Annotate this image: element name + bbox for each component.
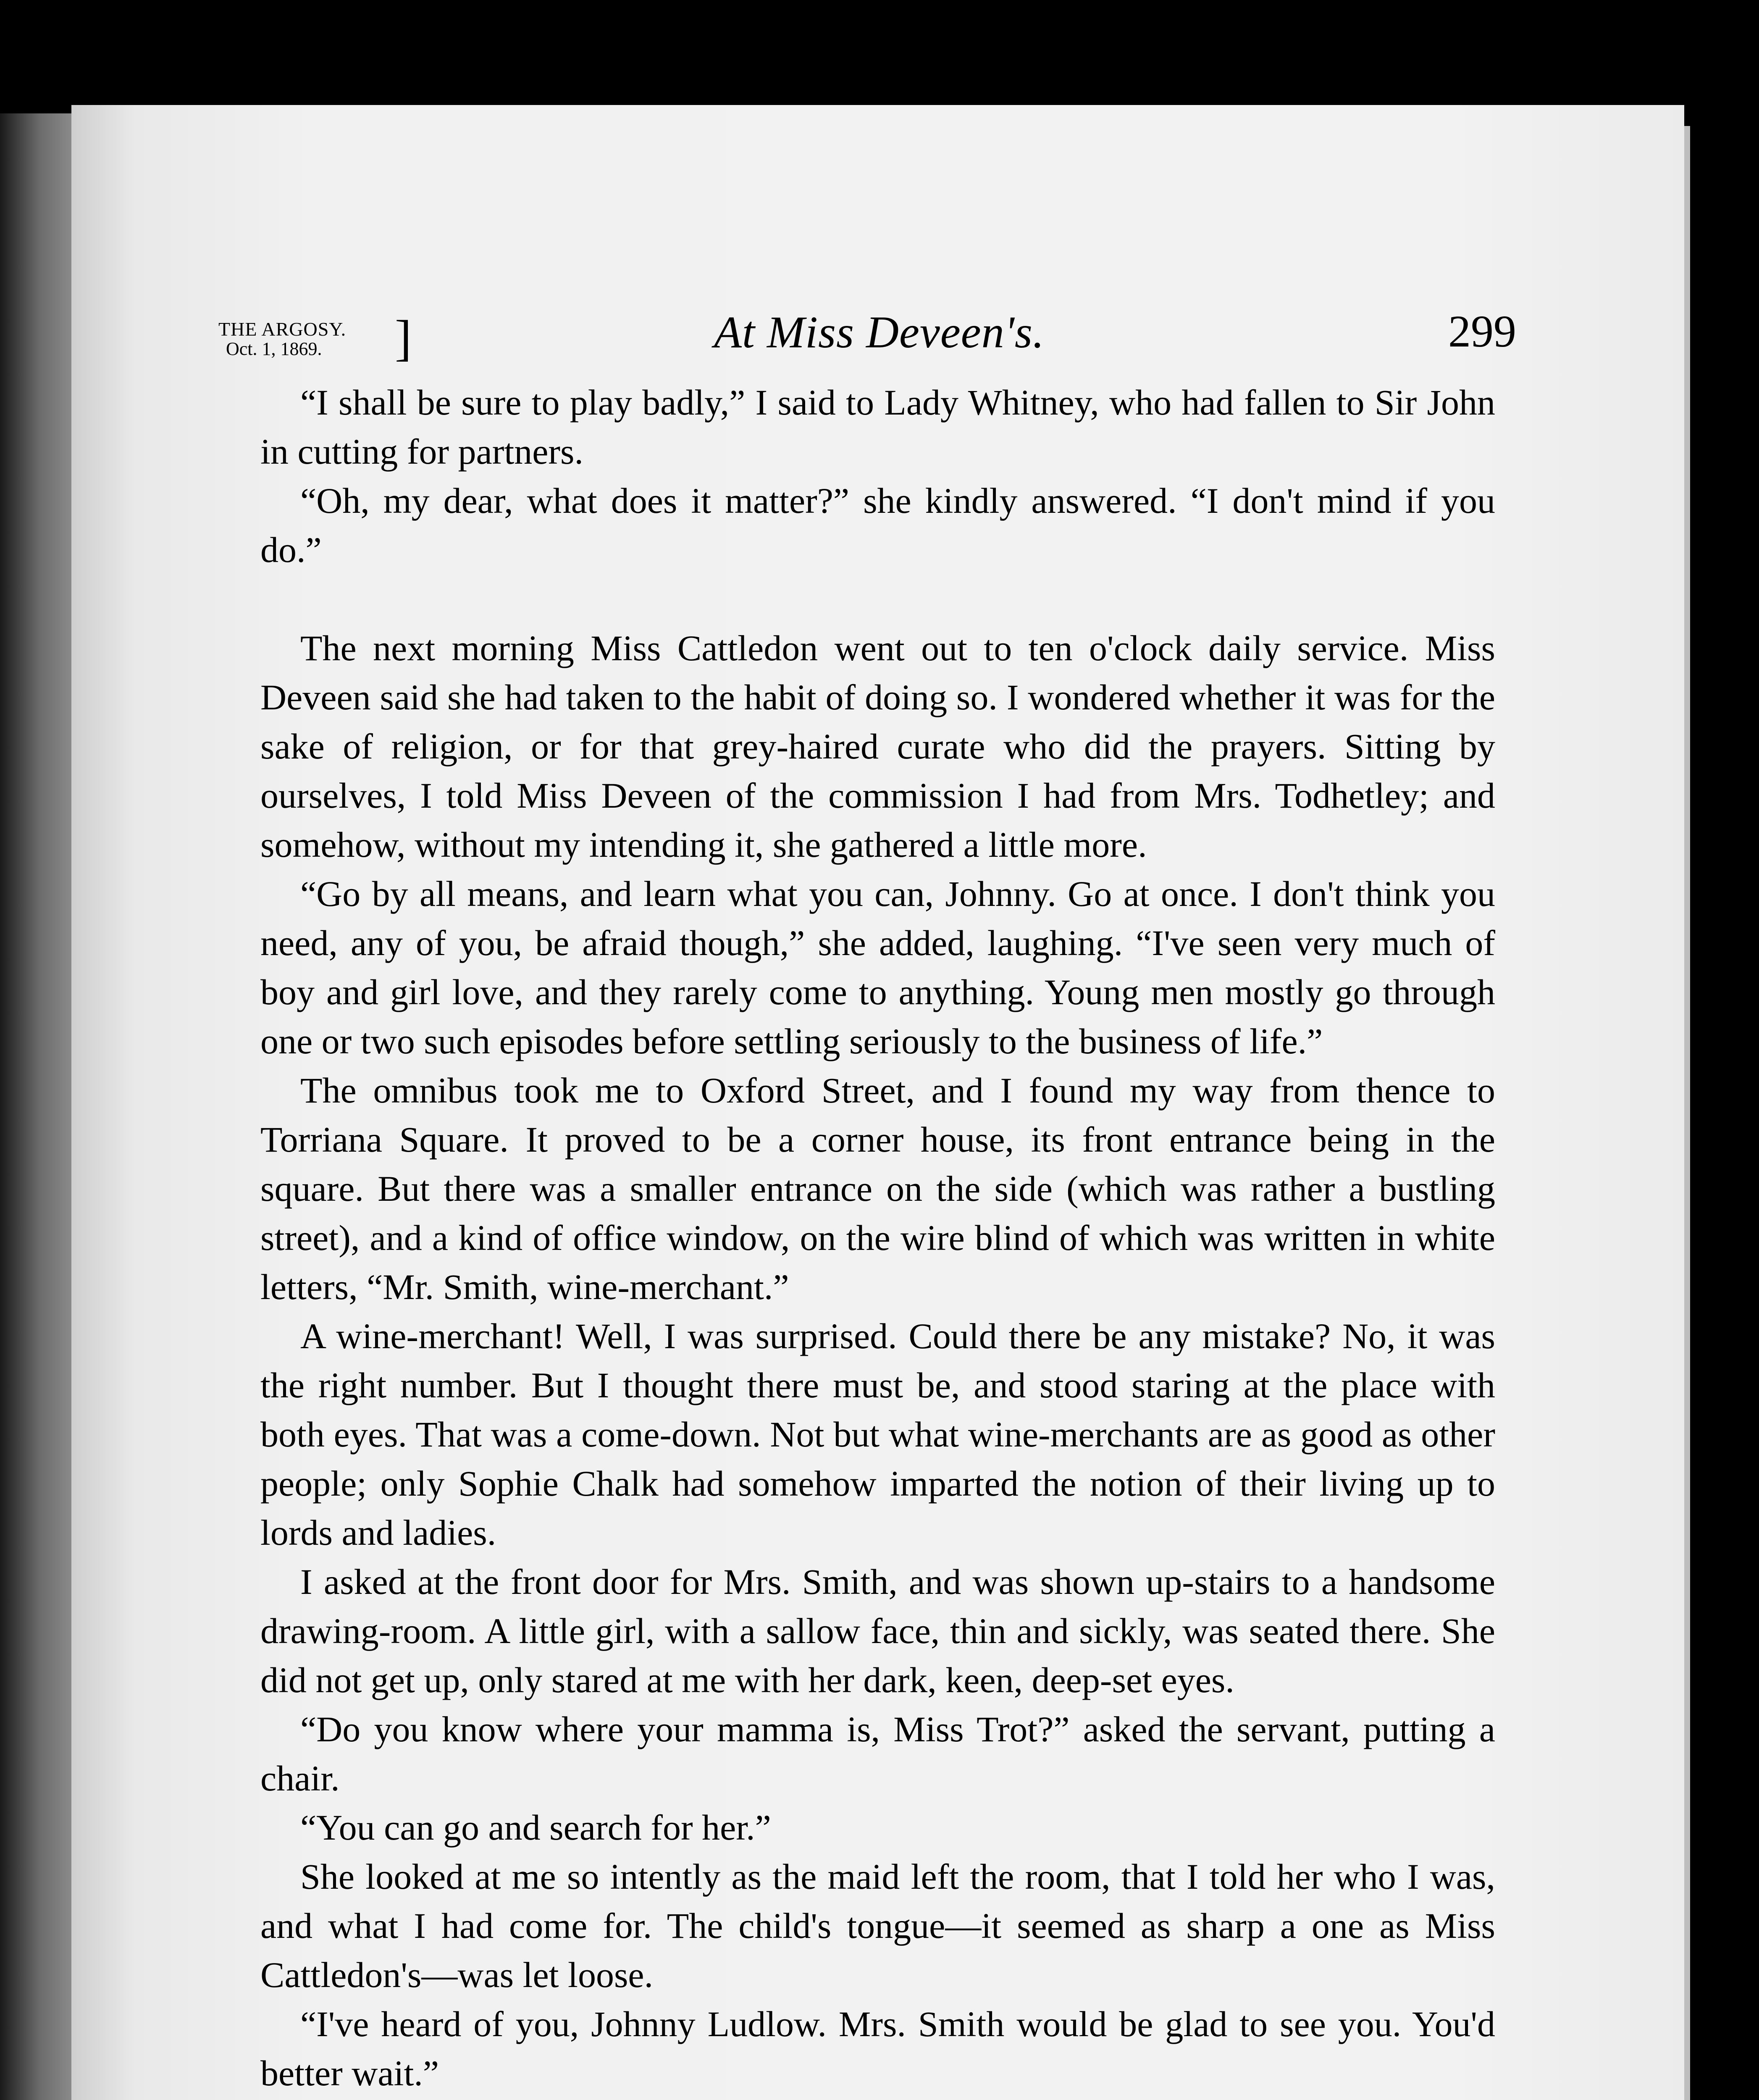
body-text <box>260 378 1495 2100</box>
paragraph: “Go by all means, and learn what you can, Johnny. Go at once. I don't think you need, any of you, be afraid though,” she added, laughing. “I've seen very much of boy and girl love, and they rarely come to anything. Young men mostly go through one or two such episodes before settling seriously to the business of life.” <box>260 874 1495 1061</box>
paragraph: “You can go and search for her.” <box>300 1807 771 1848</box>
paragraph: A wine-merchant! Well, I was surprised. Could there be any mistake? No, it was the right number. But I thought there must be, and stood staring at the place with both eyes. That was a come-down. Not but what wine-merchants are as good as other people; only Sophie Chalk had somehow imparted the notion of their living up to lords and ladies. <box>260 1316 1495 1553</box>
paragraph: “Oh, my dear, what does it matter?” she kindly answered. “I don't mind if you do.” <box>260 480 1495 570</box>
journal-imprint <box>218 319 346 359</box>
imprint-bracket: ] <box>395 310 412 366</box>
paragraph: The next morning Miss Cattledon went out to ten o'clock daily service. Miss Deveen said she had taken to the habit of doing so. I wondered whether it was for the sake of religion, or for that grey-haired curate who did the prayers. Sitting by ourselves, I told Miss Deveen of the commission I had from Mrs. Todhetley; and somehow, without my intending it, she gathered a little more. <box>260 628 1495 865</box>
paragraph: “I've heard of you, Johnny Ludlow. Mrs. Smith would be glad to see you. You'd better wait.” <box>260 2004 1495 2093</box>
paragraph: The omnibus took me to Oxford Street, and I found my way from thence to Torriana Square. It proved to be a corner house, its front entrance being in the square. But there was a smaller entrance on the side (which was rather a bustling street), and a kind of office window, on the wire blind of which was written in white letters, “Mr. Smith, wine-merchant.” <box>260 1070 1495 1307</box>
paragraph <box>260 2098 1495 2100</box>
paragraph: She looked at me so intently as the maid left the room, that I told her who I was, and what I had come for. The child's tongue—it seemed as sharp a one as Miss Cattledon's—was let loose. <box>260 1856 1495 1995</box>
page-number: 299 <box>1448 307 1516 357</box>
page-edge <box>1684 126 1690 2100</box>
paragraph: “I shall be sure to play badly,” I said to Lady Whitney, who had fallen to Sir John in cutting for partners. <box>260 382 1495 472</box>
paragraph: “Do you know where your mamma is, Miss Trot?” asked the servant, putting a chair. <box>260 1709 1495 1798</box>
journal-name: THE ARGOSY. <box>218 318 347 340</box>
journal-date: Oct. 1, 1869. <box>226 339 322 360</box>
page-header <box>218 206 1520 365</box>
running-title: At Miss Deveen's. <box>714 307 1045 357</box>
left-page-shadow <box>0 113 71 2100</box>
paragraph: I asked at the front door for Mrs. Smith, and was shown up-stairs to a handsome drawing-room. A little girl, with a sallow face, thin and sickly, was seated there. She did not get up, only stared at me with her dark, keen, deep-set eyes. <box>260 1562 1495 1700</box>
